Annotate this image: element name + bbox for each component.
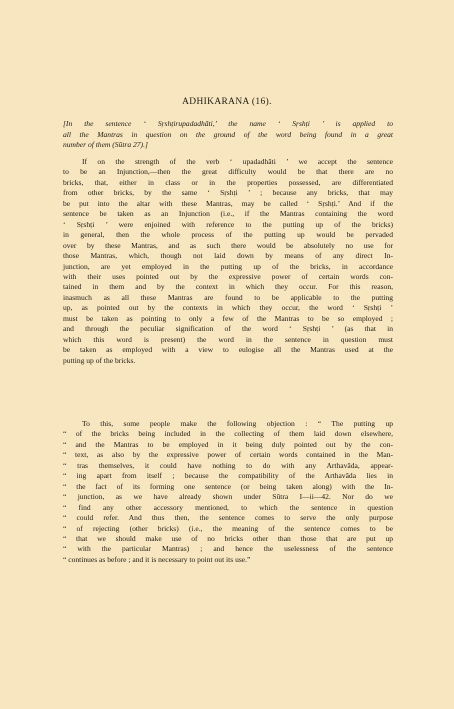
text-line: must be taken as pointing to only a few of the Mantras to be so employed ; bbox=[63, 313, 393, 323]
text-line: “ tras themselves, it could have nothing to do with any Arthavāda, appear- bbox=[63, 460, 393, 470]
summary-line: all the Mantras in question on the ground of the word being found in a great bbox=[63, 129, 393, 139]
text-line: putting up of the bricks. bbox=[63, 355, 136, 365]
text-line: inasmuch as all these Mantras are found to be applicable to the putting bbox=[63, 292, 393, 302]
text-line: be put into the altar with these Mantras, may be called ‘ Sṛshṭi.’ And if the bbox=[63, 198, 393, 208]
text-line: sentence be taken as an Injunction (i.e., if the Mantras containing the word bbox=[63, 209, 393, 219]
text-line: be taken as employed with a view to eulogise all the Mantras used at the bbox=[63, 345, 393, 355]
text-line: “ ing apart from itself ; because the compatibility of the Arthavāda lies in bbox=[63, 471, 393, 481]
text-line: tained in them and by the context in which they occur. For this reason, bbox=[63, 282, 393, 292]
paragraph-1 bbox=[63, 157, 393, 366]
paragraph-2 bbox=[63, 419, 393, 565]
text-line: If on the strength of the verb ‘ upadadhāti ’ we accept the sentence bbox=[82, 157, 393, 166]
text-line: “ continues as before ; and it is necessary to point out its use.” bbox=[63, 554, 251, 564]
text-line: ‘ Sṛshṭi ’ were enjoined with reference to the putting up of the bricks) bbox=[63, 219, 393, 229]
text-line: To this, some people make the following objection : “ The putting up bbox=[82, 419, 393, 428]
text-line: “ the fact of its forming one sentence (or being taken along) with the In- bbox=[63, 481, 393, 491]
text-line: junction, are yet employed in the putting up of the bricks, in accordance bbox=[63, 261, 393, 271]
text-line: “ and the Mantras to be employed in it being duly pointed out by the con- bbox=[63, 439, 393, 449]
text-line: over by these Mantras, and as such there would be absolutely no use for bbox=[63, 240, 393, 250]
text-line: those Mantras, which, though not laid down by means of any direct In- bbox=[63, 251, 393, 261]
text-line: “ find any other accessory mentioned, to which the sentence in question bbox=[63, 502, 393, 512]
text-line: “ junction, as we have already shown under Sūtra I—ii—42. Nor do we bbox=[63, 492, 393, 502]
text-line: up, as pointed out by the contexts in which they occur, the word ‘ Sṛshṭi ’ bbox=[63, 303, 393, 313]
text-line: bricks, that, either in class or in the properties possessed, are differentiated bbox=[63, 177, 393, 187]
text-line: “ that we should make use of no bricks other than those that are put up bbox=[63, 533, 393, 543]
summary-bracket bbox=[63, 119, 393, 151]
text-line: “ text, as also by the expressive power of certain words contained in the Man- bbox=[63, 450, 393, 460]
text-line: in general, then the whole process of the putting up would be pervaded bbox=[63, 230, 393, 240]
text-line: “ of rejecting (other bricks) (i.e., the meaning of the sentence comes to be bbox=[63, 523, 393, 533]
section-heading: ADHIKARANA (16). bbox=[182, 97, 272, 107]
summary-line: [In the sentence ‘ Sṛshṭirupadadhāti,’ the name ‘ Sṛshṭi ’ is applied to bbox=[63, 119, 393, 128]
summary-line: number of them (Sūtra 27).] bbox=[63, 140, 148, 149]
text-line: which this word is present) the word in the sentence in question must bbox=[63, 334, 393, 344]
text-line: and through the peculiar signification of the word ‘ Sṛshṭi ’ (as that in bbox=[63, 324, 393, 334]
text-line: with their uses pointed out by the expressive power of certain words con- bbox=[63, 271, 393, 281]
text-line: “ of the bricks being included in the collecting of them laid down elsewhere, bbox=[63, 429, 393, 439]
text-line: “ could refer. And thus then, the sentence comes to serve the only purpose bbox=[63, 513, 393, 523]
text-line: “ with the particular Mantras) ; and hence the uselessness of the sentence bbox=[63, 544, 393, 554]
text-line: to be an Injunction,—then the great difficulty would be that there are no bbox=[63, 167, 393, 177]
text-line: from other bricks, by the same ‘ Sṛshṭi ’ ; because any bricks, that may bbox=[63, 188, 393, 198]
